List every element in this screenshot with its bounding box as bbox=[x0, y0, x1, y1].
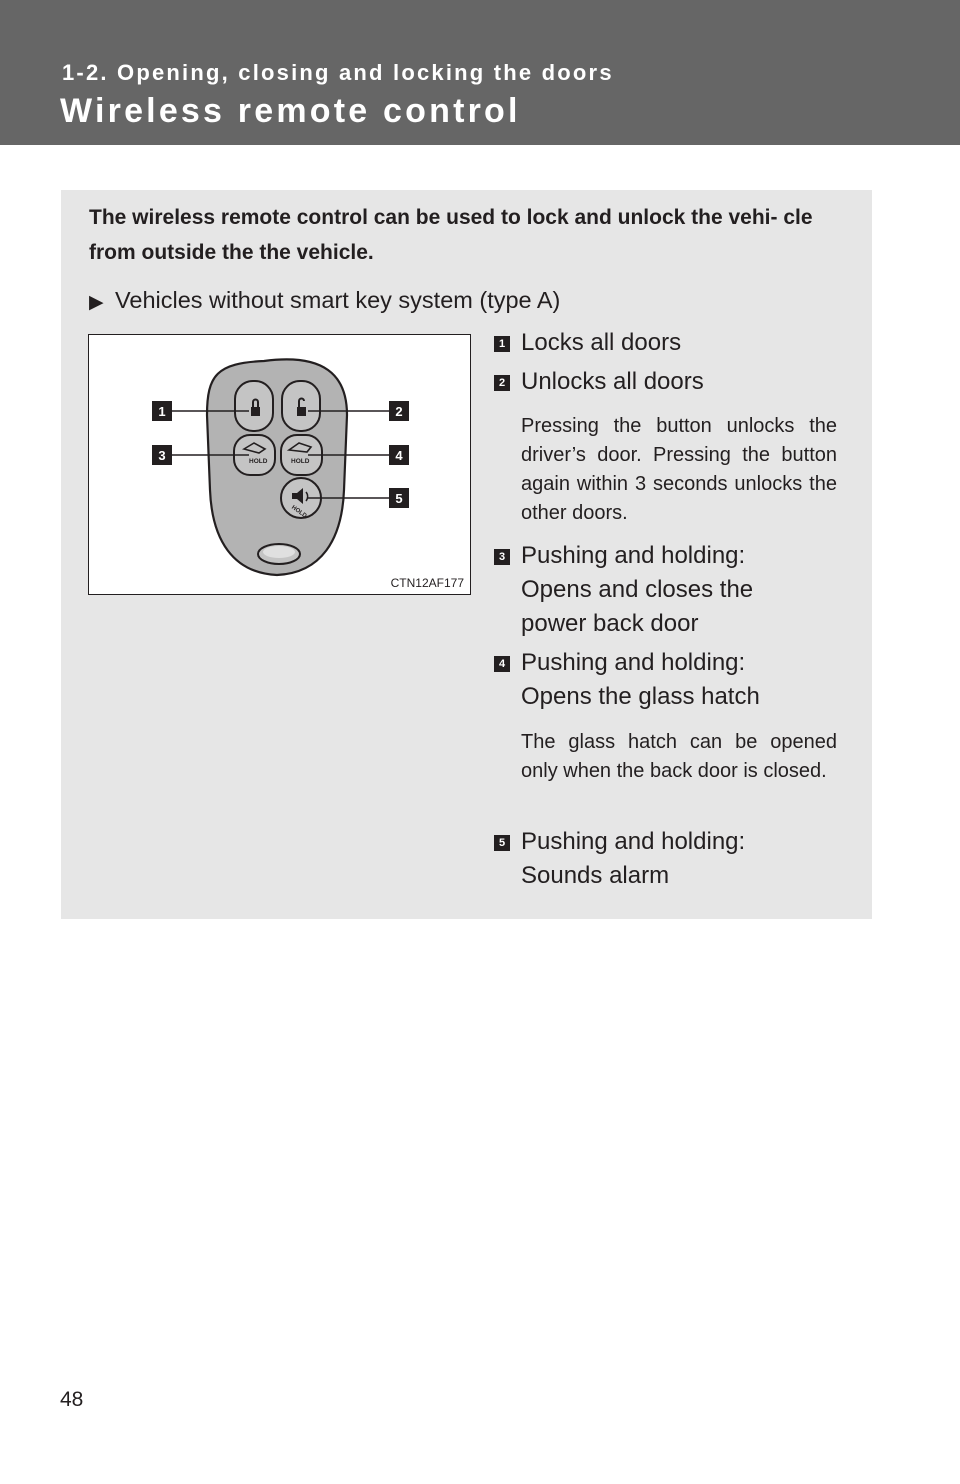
list-item bbox=[498, 326, 837, 360]
item-text: Pushing and holding: bbox=[521, 828, 746, 855]
list-item bbox=[498, 365, 837, 399]
item-text: Locks all doors bbox=[521, 329, 682, 356]
item-text: Sounds alarm bbox=[521, 862, 670, 889]
callout-5-label: 5 bbox=[395, 491, 403, 506]
callout-1-label: 1 bbox=[158, 404, 166, 419]
list-item bbox=[498, 539, 837, 641]
intro-line: The wireless remote control can be used to lock and unlock the vehi- cle from outside the the vehicle. bbox=[89, 206, 813, 264]
unlock-icon bbox=[297, 407, 306, 416]
item-text: Opens and closes the bbox=[521, 576, 754, 603]
callout-3-label: 3 bbox=[158, 448, 166, 463]
hold-label: HOLD bbox=[291, 458, 310, 465]
remote-control-drawing bbox=[89, 335, 470, 594]
hold-label: HOLD bbox=[249, 458, 268, 465]
list-item bbox=[498, 825, 837, 893]
callout-2-label: 2 bbox=[395, 404, 403, 419]
arrow-right-icon: ▶ bbox=[89, 292, 104, 313]
type-heading bbox=[89, 284, 560, 319]
page-title: Wireless remote control bbox=[60, 92, 521, 130]
hold-label: HOLD bbox=[290, 504, 308, 520]
item-text: Unlocks all doors bbox=[521, 368, 704, 395]
item-text: Pushing and holding: bbox=[521, 542, 746, 569]
list-item bbox=[498, 646, 837, 714]
intro-text bbox=[89, 200, 849, 270]
note-text: Pressing the button unlocks the driver’s door. Pressing the button again within 3 seconds unlocks the other doors. bbox=[521, 415, 837, 524]
item-text: Opens the glass hatch bbox=[521, 683, 760, 710]
type-label: Vehicles without smart key system (type A) bbox=[115, 287, 561, 313]
item-number: 4 bbox=[494, 656, 510, 672]
item-number: 2 bbox=[494, 375, 510, 391]
item-text: power back door bbox=[521, 610, 699, 637]
page-header bbox=[0, 0, 960, 145]
note-text: The glass hatch can be opened only when the back door is closed. bbox=[521, 731, 837, 782]
lock-icon bbox=[251, 407, 260, 416]
item-text: Pushing and holding: bbox=[521, 649, 746, 676]
unlock-button bbox=[282, 381, 320, 431]
item-number: 3 bbox=[494, 549, 510, 565]
section-heading: 1-2. Opening, closing and locking the doors bbox=[62, 60, 614, 85]
remote-control-illustration bbox=[88, 334, 471, 595]
figure-code: CTN12AF177 bbox=[390, 576, 464, 590]
callout-4-label: 4 bbox=[395, 448, 403, 463]
fob-body bbox=[207, 359, 347, 575]
item-number: 5 bbox=[494, 835, 510, 851]
page-number: 48 bbox=[60, 1388, 84, 1411]
item-number: 1 bbox=[494, 336, 510, 352]
